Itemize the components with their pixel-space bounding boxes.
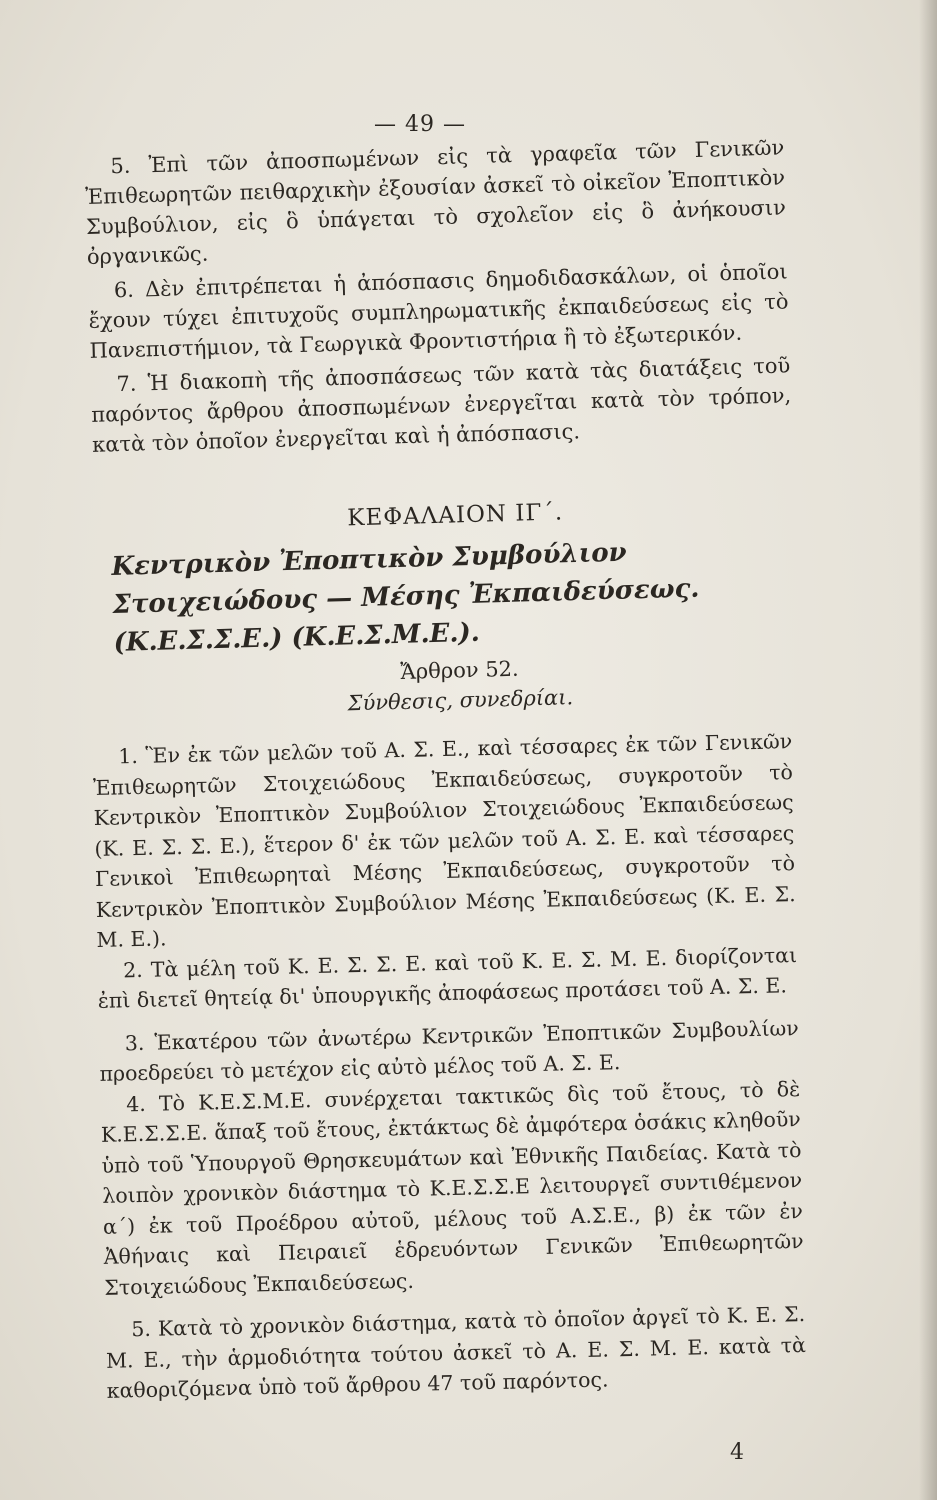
chapter-title: Κεντρικὸν Ἐποπτικὸν Συμβούλιον Στοιχειώδους — Μέσης Ἐκπαιδεύσεως. (Κ.Ε.Σ.Σ.Ε.) (Κ.Ε.Σ.Μ.Ε.). bbox=[111, 537, 700, 658]
signature-mark: 4 bbox=[730, 1440, 744, 1465]
paragraph-7: 7. Ἡ διακοπὴ τῆς ἀποσπάσεως τῶν κατὰ τὰς διατάξεις τοῦ παρόντος ἄρθρου ἀποσπωμένων ἐνεργεῖται κατὰ τὸν τρόπον, κατὰ τὸν ὁποῖον ἐνεργεῖται καὶ ἡ ἀπόσπασις. bbox=[91, 353, 792, 457]
article-paragraph-2: 2. Τὰ μέλη τοῦ Κ. Ε. Σ. Σ. Ε. καὶ τοῦ Κ. Ε. Σ. Μ. Ε. διορίζονται ἐπὶ διετεῖ θητείᾳ δι' ὑπουργικῆς ἀποφάσεως προτάσει τοῦ Α. Σ. Ε. bbox=[97, 942, 798, 1013]
chapter-block bbox=[110, 493, 806, 730]
article-body bbox=[92, 726, 807, 1406]
article-subtitle: Σύνθεσις, συνεδρίαι. bbox=[347, 685, 574, 716]
page-edge-shadow bbox=[919, 0, 937, 1500]
article-paragraph-5: 5. Κατὰ τὸ χρονικὸν διάστημα, κατὰ τὸ ὁποῖον ἀργεῖ τὸ Κ. Ε. Σ. Μ. Ε., τὴν ἁρμοδιότητα τούτου ἀσκεῖ τὸ Α. Ε. Σ. Μ. Ε. κατὰ τὰ καθοριζόμενα ὑπὸ τοῦ ἄρθρου 47 τοῦ παρόντος. bbox=[105, 1301, 807, 1403]
chapter-heading: ΚΕΦΑΛΑΙΟΝ ΙΓ΄. bbox=[346, 499, 564, 532]
article-paragraph-4: 4. Τὸ Κ.Ε.Σ.Μ.Ε. συνέρχεται τακτικῶς δὶς τοῦ ἔτους, τὸ δὲ Κ.Ε.Σ.Σ.Ε. ἅπαξ τοῦ ἔτους, ἐκτάκτως δὲ ἀμφότερα ὁσάκις κληθοῦν ὑπὸ τοῦ Ὑπουργοῦ Θρησκευμάτων καὶ Ἐθνικῆς Παιδείας. Κατὰ τὸ λοιπὸν χρονικὸν διάστημα τὸ Κ.Ε.Σ.Σ.Ε λειτουργεῖ συντιθέμενον α΄) ἐκ τοῦ Προέδρου αὐτοῦ, μέλους τοῦ Α.Σ.Ε., β) ἐκ τῶν ἐν Ἀθήναις καὶ Πειραιεῖ ἑδρευόντων Γενικῶν Ἐπιθεωρητῶν Στοιχειώδους Ἐκπαιδεύσεως. bbox=[100, 1076, 804, 1300]
page-number: — 49 — bbox=[374, 112, 466, 137]
article-heading: Ἄρθρον 52. bbox=[400, 656, 519, 684]
article-paragraph-3: 3. Ἑκατέρου τῶν ἀνωτέρω Κεντρικῶν Ἐποπτικῶν Συμβουλίων προεδρεύει τὸ μετέχον εἰς αὐτὸ μέλος τοῦ Α. Σ. Ε. bbox=[99, 1015, 799, 1086]
paragraph-5: 5. Ἐπὶ τῶν ἀποσπωμένων εἰς τὰ γραφεῖα τῶν Γενικῶν Ἐπιθεωρητῶν πειθαρχικὴν ἐξουσίαν ἀσκεῖ τὸ οἰκεῖον Ἐποπτικὸν Συμβούλιον, εἰς ὃ ὑπάγεται τὸ σχολεῖον εἰς ὃ ἀνήκουσιν ὀργανικῶς. bbox=[84, 135, 787, 269]
article-paragraph-1: 1. Ἓν ἐκ τῶν μελῶν τοῦ Α. Σ. Ε., καὶ τέσσαρες ἐκ τῶν Γενικῶν Ἐπιθεωρητῶν Στοιχειώδους Ἐκπαιδεύσεως, συγκροτοῦν τὸ Κεντρικὸν Ἐποπτικὸν Συμβούλιον Στοιχειώδους Ἐκπαιδεύσεως (Κ. Ε. Σ. Σ. Ε.), ἕτερον δ' ἐκ τῶν μελῶν τοῦ Α. Σ. Ε. καὶ τέσσαρες Γενικοὶ Ἐπιθεωρηταὶ Μέσης Ἐκπαιδεύσεως, συγκροτοῦν τὸ Κεντρικὸν Ἐποπτικὸν Συμβούλιον Μέσης Ἐκπαιδεύσεως (Κ. Ε. Σ. Μ. Ε.). bbox=[92, 729, 796, 952]
intro-text-block bbox=[84, 132, 792, 463]
paragraph-6: 6. Δὲν ἐπιτρέπεται ἡ ἀπόσπασις δημοδιδασκάλων, οἱ ὁποῖοι ἔχουν τύχει ἐπιτυχοῦς συμπληρωματικῆς ἐκπαιδεύσεως εἰς τὸ Πανεπιστήμιον, τὰ Γεωργικὰ Φροντιστήρια ἢ τὸ ἐξωτερικόν. bbox=[88, 259, 789, 363]
